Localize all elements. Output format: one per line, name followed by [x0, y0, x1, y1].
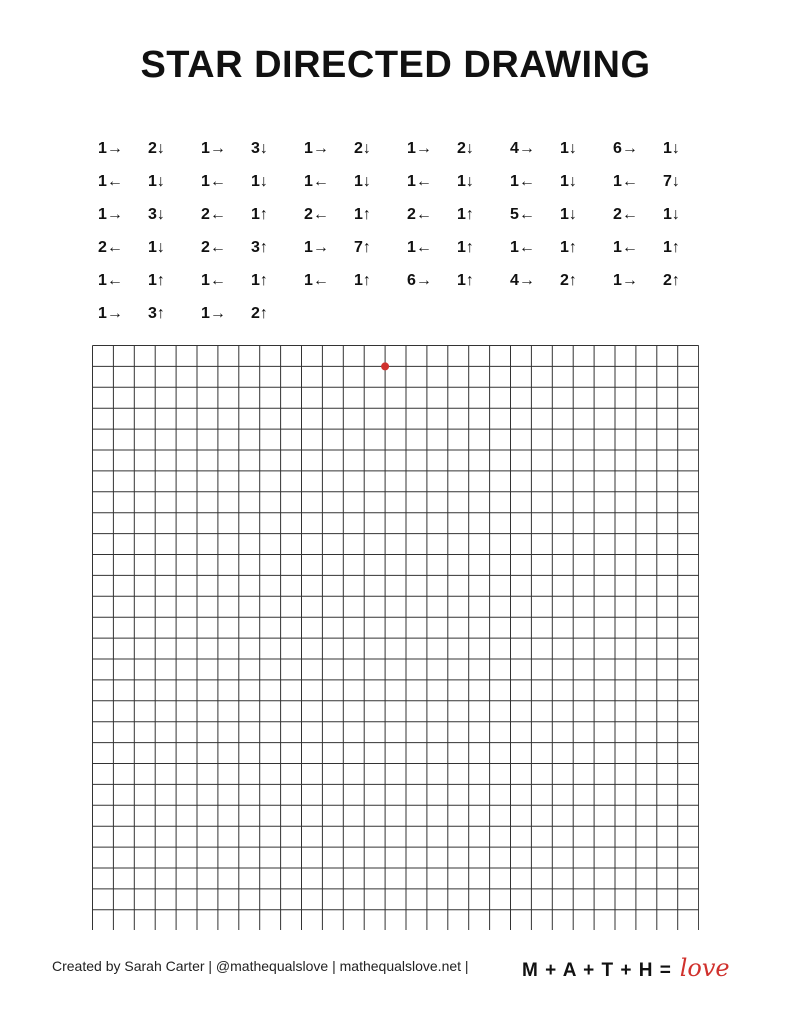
direction-move-2: 3↑ — [148, 305, 165, 322]
direction-move-1: 4→ — [510, 140, 535, 157]
direction-move-1: 1→ — [98, 140, 123, 157]
direction-move-2: 3↑ — [251, 239, 268, 256]
direction-move-1: 1→ — [98, 305, 123, 322]
direction-move-1: 1→ — [613, 272, 638, 289]
direction-move-2: 1↑ — [457, 272, 474, 289]
direction-move-2: 1↑ — [457, 239, 474, 256]
direction-move-1: 2← — [304, 206, 329, 223]
direction-move-1: 1← — [613, 173, 638, 190]
logo-love: love — [679, 954, 730, 982]
direction-move-2: 2↑ — [251, 305, 268, 322]
direction-move-2: 1↑ — [560, 239, 577, 256]
direction-move-2: 1↑ — [457, 206, 474, 223]
direction-move-1: 1← — [407, 173, 432, 190]
direction-move-1: 6→ — [407, 272, 432, 289]
direction-move-1: 1← — [510, 173, 535, 190]
directions-row — [98, 140, 718, 173]
direction-move-1: 1← — [201, 272, 226, 289]
direction-move-1: 2← — [201, 206, 226, 223]
directions-row — [98, 272, 718, 305]
direction-move-1: 1→ — [98, 206, 123, 223]
directions-row — [98, 239, 718, 272]
direction-move-2: 3↓ — [251, 140, 268, 157]
drawing-grid — [92, 345, 699, 930]
footer — [52, 954, 752, 984]
direction-move-1: 2← — [98, 239, 123, 256]
direction-move-1: 1→ — [407, 140, 432, 157]
direction-move-1: 1→ — [304, 140, 329, 157]
direction-move-2: 1↑ — [148, 272, 165, 289]
direction-move-2: 2↓ — [148, 140, 165, 157]
direction-move-1: 1← — [510, 239, 535, 256]
directions-list — [98, 140, 718, 338]
direction-move-1: 2← — [407, 206, 432, 223]
direction-move-2: 1↓ — [560, 206, 577, 223]
direction-move-2: 1↑ — [354, 272, 371, 289]
direction-move-2: 2↑ — [663, 272, 680, 289]
direction-move-2: 1↓ — [560, 173, 577, 190]
direction-move-2: 2↑ — [560, 272, 577, 289]
directions-row — [98, 173, 718, 206]
direction-move-2: 1↓ — [457, 173, 474, 190]
direction-move-1: 1← — [304, 272, 329, 289]
footer-logo — [522, 954, 730, 982]
direction-move-1: 1← — [407, 239, 432, 256]
direction-move-2: 2↓ — [457, 140, 474, 157]
direction-move-2: 1↓ — [354, 173, 371, 190]
direction-move-1: 1← — [98, 173, 123, 190]
direction-move-1: 5← — [510, 206, 535, 223]
direction-move-2: 1↓ — [148, 239, 165, 256]
start-point-dot — [381, 362, 389, 370]
direction-move-2: 1↓ — [663, 140, 680, 157]
direction-move-1: 2← — [201, 239, 226, 256]
directions-row — [98, 206, 718, 239]
direction-move-2: 7↑ — [354, 239, 371, 256]
direction-move-1: 2← — [613, 206, 638, 223]
direction-move-2: 1↑ — [354, 206, 371, 223]
directions-row — [98, 305, 718, 338]
direction-move-2: 1↓ — [251, 173, 268, 190]
direction-move-2: 1↑ — [251, 272, 268, 289]
direction-move-1: 1← — [304, 173, 329, 190]
direction-move-2: 1↓ — [663, 206, 680, 223]
direction-move-1: 1← — [613, 239, 638, 256]
direction-move-1: 1→ — [201, 305, 226, 322]
direction-move-1: 1← — [98, 272, 123, 289]
direction-move-1: 6→ — [613, 140, 638, 157]
footer-credit: Created by Sarah Carter | @mathequalslove | mathequalslove.net | — [52, 958, 469, 974]
direction-move-2: 2↓ — [354, 140, 371, 157]
page-title: STAR DIRECTED DRAWING — [140, 44, 651, 86]
direction-move-2: 1↓ — [148, 173, 165, 190]
direction-move-2: 7↓ — [663, 173, 680, 190]
drawing-grid-area — [92, 345, 699, 935]
direction-move-1: 1← — [201, 173, 226, 190]
direction-move-2: 1↑ — [251, 206, 268, 223]
logo-equation: M + A + T + H = — [522, 960, 672, 981]
direction-move-2: 1↑ — [663, 239, 680, 256]
direction-move-2: 3↓ — [148, 206, 165, 223]
direction-move-1: 4→ — [510, 272, 535, 289]
direction-move-1: 1→ — [201, 140, 226, 157]
direction-move-1: 1→ — [304, 239, 329, 256]
direction-move-2: 1↓ — [560, 140, 577, 157]
